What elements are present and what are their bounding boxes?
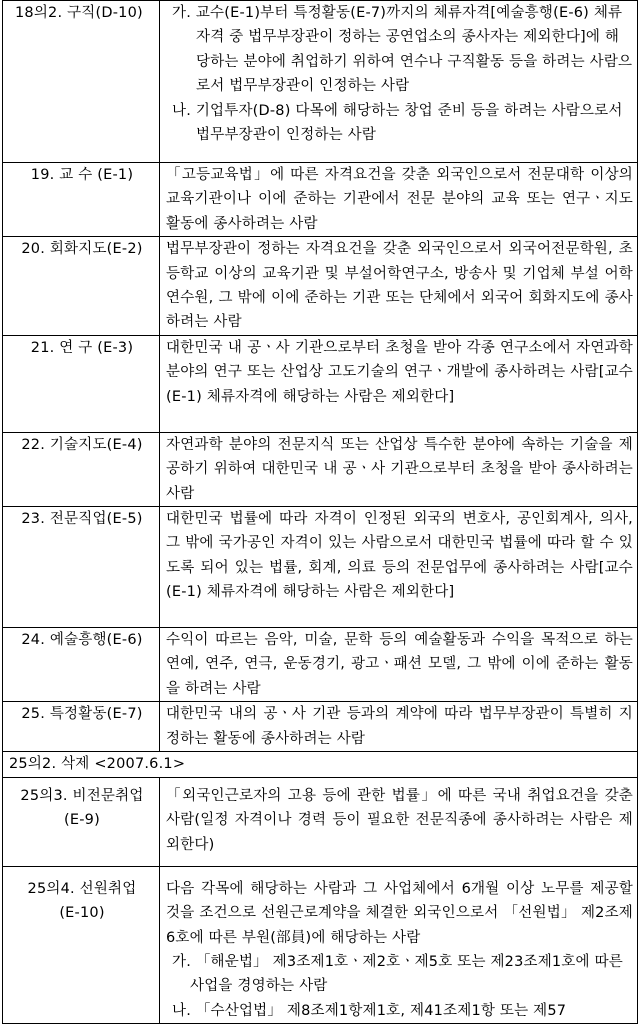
table-row xyxy=(3,507,638,628)
table-row xyxy=(3,777,638,866)
row-content xyxy=(160,866,638,1023)
row-content: 수익이 따르는 음악, 미술, 문학 등의 예술활동과 수익을 목적으로 하는 연예, 연주, 연극, 운동경기, 광고ㆍ패션 모델, 그 밖에 이에 준하는 활동을 하려는 사람 xyxy=(160,628,638,702)
row-content: 대한민국 법률에 따라 자격이 인정된 외국의 변호사, 공인회계사, 의사, 그 밖에 국가공인 자격이 있는 사람으로서 대한민국 법률에 따라 할 수 있도록 되어 있는 법률, 회계, 의료 등의 전문업무에 종사하려는 사람[교수(E-1) 체류자격에 해당하는 사람은 제외한다] xyxy=(160,507,638,628)
row-content: 대한민국 내의 공ㆍ사 기관 등과의 계약에 따라 법무부장관이 특별히 지정하는 활동에 종사하려는 사람 xyxy=(160,702,638,752)
list-item: 나. 「수산업법」 제8조제1항제1호, 제41조제1항 또는 제57 xyxy=(172,1002,567,1019)
deleted-row: 25의2. 삭제 <2007.6.1> xyxy=(3,752,638,777)
visa-status-table xyxy=(2,0,638,1024)
row-label: 18의2. 구직(D-10) xyxy=(3,1,160,163)
row-label-line: (E-9) xyxy=(64,812,100,829)
row-label: 22. 기술지도(E-4) xyxy=(3,432,160,506)
row-label: 23. 전문직업(E-5) xyxy=(3,507,160,628)
row-label-line: 25의3. 비전문취업 xyxy=(20,787,144,804)
table-row xyxy=(3,628,638,702)
row-label: 25. 특정활동(E-7) xyxy=(3,702,160,752)
row-content: 「외국인근로자의 고용 등에 관한 법률」에 따른 국내 취업요건을 갖춘 사람(일정 자격이나 경력 등이 필요한 전문직종에 종사하려는 사람은 제외한다) xyxy=(160,777,638,866)
table-row xyxy=(3,163,638,237)
table-row xyxy=(3,752,638,777)
row-label xyxy=(3,777,160,866)
table-row xyxy=(3,1,638,163)
row-label: 21. 연 구 (E-3) xyxy=(3,335,160,432)
row-content: 「고등교육법」에 따른 자격요건을 갖춘 외국인으로서 전문대학 이상의 교육기관이나 이에 준하는 기관에서 전문 분야의 교육 또는 연구ㆍ지도 활동에 종사하려는 사람 xyxy=(160,163,638,237)
row-label xyxy=(3,866,160,1023)
row-label: 24. 예술흥행(E-6) xyxy=(3,628,160,702)
row-content: 법무부장관이 정하는 자격요건을 갖춘 외국인으로서 외국어전문학원, 초등학교 이상의 교육기관 및 부설어학연구소, 방송사 및 기업체 부설 어학연수원, 그 밖에 이에 준하는 기관 또는 단체에서 외국어 회화지도에 종사하려는 사람 xyxy=(160,237,638,336)
row-content: 대한민국 내 공ㆍ사 기관으로부터 초청을 받아 각종 연구소에서 자연과학 분야의 연구 또는 산업상 고도기술의 연구ㆍ개발에 종사하려는 사람[교수(E-1) 체류자격에 해당하는 사람은 제외한다] xyxy=(160,335,638,432)
row-text: 다음 각목에 해당하는 사람과 그 사업체에서 6개월 이상 노무를 제공할 것을 조건으로 선원근로계약을 체결한 외국인으로서 「선원법」 제2조제6호에 따른 부원(部員)에 해당하는 사람 xyxy=(166,880,633,946)
row-content xyxy=(160,1,638,163)
row-content: 자연과학 분야의 전문지식 또는 산업상 특수한 분야에 속하는 기술을 제공하기 위하여 대한민국 내 공ㆍ사 기관으로부터 초청을 받아 종사하려는 사람 xyxy=(160,432,638,506)
list-item: 가. 「해운법」 제3조제1호ㆍ제2호ㆍ제5호 또는 제23조제1호에 따른 사업을 경영하는 사람 xyxy=(172,953,623,995)
table-row xyxy=(3,702,638,752)
row-label-line: 25의4. 선원취업 xyxy=(27,880,137,897)
table-row xyxy=(3,432,638,506)
row-label: 20. 회화지도(E-2) xyxy=(3,237,160,336)
list-item: 가. 교수(E-1)부터 특정활동(E-7)까지의 체류자격[예술흥행(E-6) 체류자격 중 법무부장관이 정하는 공연업소의 종사자는 제외한다]에 해당하는 분야에 취업하기 위하여 연수나 구직활동 등을 하려는 사람으로서 법무부장관이 인정하는 사람 xyxy=(172,5,633,95)
table-row xyxy=(3,237,638,336)
row-label-line: (E-10) xyxy=(59,905,105,922)
table-row xyxy=(3,866,638,1023)
table-row xyxy=(3,335,638,432)
list-item: 나. 기업투자(D-8) 다목에 해당하는 창업 준비 등을 하려는 사람으로서 법무부장관이 인정하는 사람 xyxy=(172,102,623,144)
row-label: 19. 교 수 (E-1) xyxy=(3,163,160,237)
